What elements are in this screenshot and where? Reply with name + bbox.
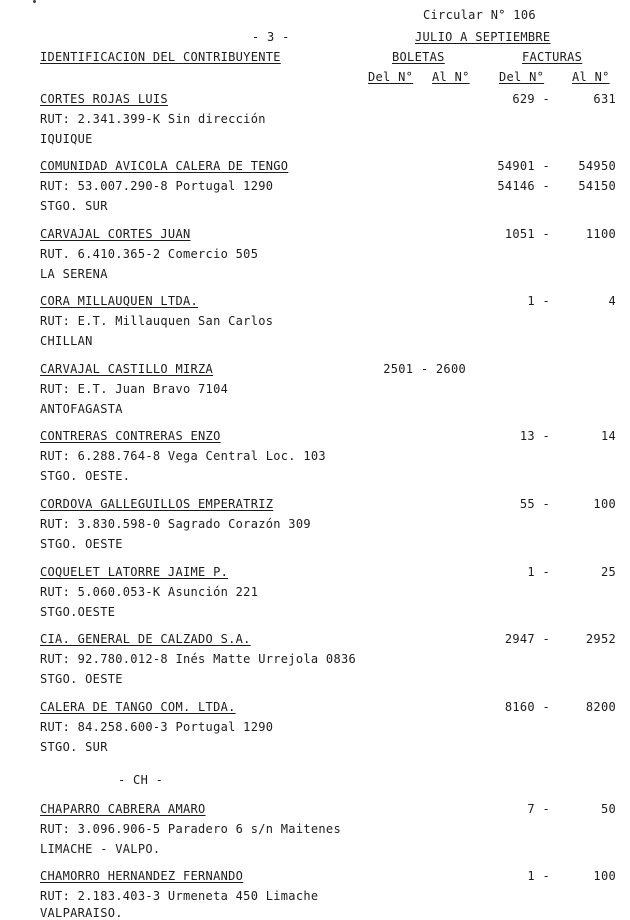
factura-del: 629 - — [512, 92, 550, 106]
contribuyente-entry — [0, 869, 630, 920]
entry-rut: RUT: 3.830.598-0 Sagrado Corazón 309 — [40, 517, 311, 531]
entry-city: STGO.OESTE — [40, 605, 116, 619]
entry-name: CORTES ROJAS LUIS — [40, 92, 168, 106]
entry-rut: RUT: 84.258.600-3 Portugal 1290 — [40, 720, 274, 734]
contribuyente-entry — [0, 429, 630, 489]
factura-del: 2947 - — [504, 632, 550, 646]
factura-al: 631 — [593, 92, 616, 106]
entry-rut: RUT: 2.341.399-K Sin dirección — [40, 112, 266, 126]
entry-city: CHILLAN — [40, 334, 93, 348]
contribuyente-entry — [0, 92, 630, 152]
factura-al-secondary: 54150 — [578, 179, 616, 193]
entry-name: CORDOVA GALLEGUILLOS EMPERATRIZ — [40, 497, 274, 511]
contribuyente-entry — [0, 362, 630, 422]
entry-city: STGO. OESTE — [40, 672, 123, 686]
factura-al: 50 — [600, 802, 616, 816]
entry-rut: RUT: E.T. Juan Bravo 7104 — [40, 382, 229, 396]
factura-del: 8160 - — [504, 700, 550, 714]
contribuyente-entry — [0, 227, 630, 287]
factura-del: 54901 - — [497, 159, 550, 173]
factura-al: 100 — [593, 497, 616, 511]
entry-name: CHAMORRO HERNANDEZ FERNANDO — [40, 869, 244, 883]
entry-name: COQUELET LATORRE JAIME P. — [40, 565, 229, 579]
factura-al: 2952 — [585, 632, 616, 646]
factura-del: 1 - — [527, 294, 550, 308]
entry-city: STGO. OESTE — [40, 537, 123, 551]
contribuyente-entry — [0, 565, 630, 625]
factura-del: 55 - — [519, 497, 550, 511]
col-contribuyente-header: IDENTIFICACION DEL CONTRIBUYENTE — [40, 50, 281, 64]
col-facturas-header: FACTURAS — [522, 50, 583, 64]
entry-rut: RUT: 3.096.906-5 Paradero 6 s/n Maitenes — [40, 822, 341, 836]
entry-rut: RUT: 53.007.290-8 Portugal 1290 — [40, 179, 274, 193]
entry-city: STGO. SUR — [40, 740, 108, 754]
factura-al: 25 — [600, 565, 616, 579]
entry-name: CALERA DE TANGO COM. LTDA. — [40, 700, 236, 714]
boletas-al-header: Al N° — [432, 70, 470, 84]
entry-name: CARVAJAL CASTILLO MIRZA — [40, 362, 214, 376]
page-number: - 3 - — [252, 30, 290, 44]
factura-del: 13 - — [519, 429, 550, 443]
entry-rut: RUT: 5.060.053-K Asunción 221 — [40, 585, 259, 599]
ink-speck — [33, 0, 36, 3]
entry-city: STGO. SUR — [40, 199, 108, 213]
entry-name: COMUNIDAD AVICOLA CALERA DE TENGO — [40, 159, 289, 173]
entry-rut: RUT. 6.410.365-2 Comercio 505 — [40, 247, 259, 261]
period-label: JULIO A SEPTIEMBRE — [415, 30, 551, 44]
section-heading-ch: - CH - — [118, 773, 164, 787]
circular-number: Circular N° 106 — [423, 8, 536, 22]
factura-al: 1100 — [585, 227, 616, 241]
entry-city: LA SERENA — [40, 267, 108, 281]
col-boletas-header: BOLETAS — [392, 50, 445, 64]
entry-name: CHAPARRO CABRERA AMARO — [40, 802, 206, 816]
boletas-del-header: Del N° — [368, 70, 414, 84]
boleta-range: 2501 - 2600 — [383, 362, 466, 376]
entry-name: CIA. GENERAL DE CALZADO S.A. — [40, 632, 251, 646]
contribuyente-entry — [0, 294, 630, 354]
entry-rut: RUT: 2.183.403-3 Urmeneta 450 Limache — [40, 889, 319, 903]
entry-city: LIMACHE - VALPO. — [40, 842, 161, 856]
contribuyente-entry — [0, 632, 630, 692]
factura-del: 7 - — [527, 802, 550, 816]
contribuyente-entry — [0, 159, 630, 219]
entry-name: CARVAJAL CORTES JUAN — [40, 227, 191, 241]
entry-city: IQUIQUE — [40, 132, 93, 146]
factura-al: 100 — [593, 869, 616, 883]
facturas-del-header: Del N° — [499, 70, 545, 84]
factura-al: 14 — [600, 429, 616, 443]
factura-del-secondary: 54146 - — [497, 179, 550, 193]
factura-del: 1051 - — [504, 227, 550, 241]
entry-name: CORA MILLAUQUEN LTDA. — [40, 294, 199, 308]
entry-city: VALPARAISO. — [40, 906, 123, 920]
factura-al: 54950 — [578, 159, 616, 173]
factura-al: 8200 — [585, 700, 616, 714]
contribuyente-entry — [0, 700, 630, 760]
factura-del: 1 - — [527, 565, 550, 579]
factura-del: 1 - — [527, 869, 550, 883]
entry-rut: RUT: 6.288.764-8 Vega Central Loc. 103 — [40, 449, 326, 463]
entry-rut: RUT: E.T. Millauquen San Carlos — [40, 314, 274, 328]
contribuyente-entry — [0, 497, 630, 557]
facturas-al-header: Al N° — [572, 70, 610, 84]
factura-al: 4 — [608, 294, 616, 308]
contribuyente-entry — [0, 802, 630, 862]
entry-city: STGO. OESTE. — [40, 469, 131, 483]
entry-name: CONTRERAS CONTRERAS ENZO — [40, 429, 221, 443]
entry-city: ANTOFAGASTA — [40, 402, 123, 416]
entry-rut: RUT: 92.780.012-8 Inés Matte Urrejola 0836 — [40, 652, 357, 666]
